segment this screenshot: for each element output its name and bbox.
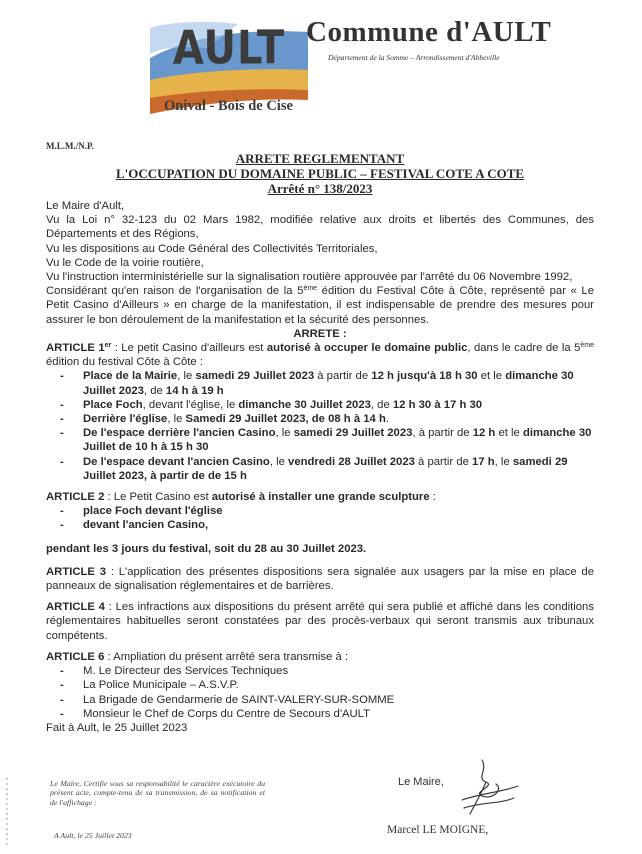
logo-subtitle: Onival - Bois de Cise: [164, 98, 293, 114]
list-item: - La Police Municipale – A.S.V.P.: [60, 678, 594, 692]
title-line-1: ARRETE REGLEMENTANT: [235, 151, 405, 166]
article-6-list: [46, 664, 594, 721]
certification-date: A Ault, le 25 Juillet 2023: [54, 831, 132, 840]
article-4-label: ARTICLE 4: [46, 601, 105, 614]
article-1: ARTICLE 1er : Le petit Casino d'ailleurs est autorisé à occuper le domaine public, dans le cadre de la 5ème édition du festival Côte à Côte :: [46, 342, 594, 369]
intro-line: Vu le Code de la voirie routière,: [46, 256, 204, 269]
arrete-label: ARRETE :: [293, 327, 347, 340]
title-line-2: L'OCCUPATION DU DOMAINE PUBLIC – FESTIVAL COTE A COTE: [115, 166, 525, 181]
certification-text: Le Maire, Certifie sous sa responsabilité le caractère exécutoire du présent acte, compte-tenu de sa transmission, de sa notification et de l'affichage :: [50, 779, 265, 807]
list-item: - De l'espace derrière l'ancien Casino, le samedi 29 Juillet 2023, à partir de 12 h et le dimanche 30 Juillet de 10 h à 15 h 30: [60, 426, 594, 454]
article-3-label: ARTICLE 3: [46, 565, 107, 578]
reference-code: M.L.M./N.P.: [46, 141, 94, 151]
article-6-label: ARTICLE 6: [46, 650, 105, 663]
article-2-period: pendant les 3 jours du festival, soit du 28 au 30 Juillet 2023.: [46, 542, 367, 555]
decree-titles: [100, 151, 540, 196]
article-2-label: ARTICLE 2: [46, 491, 105, 504]
article-1-list: [46, 369, 594, 483]
article-4: ARTICLE 4 : Les infractions aux dispositions du présent arrêté qui sera publié et affiché dans les conditions réglementaires habituelles seront constatées par des procès-verbaux qui seront transmis aux tribunaux compétents.: [46, 601, 594, 642]
list-item: - De l'espace devant l'ancien Casino, le vendredi 28 Juillet 2023 à partir de 17 h, le samedi 29 Juillet 2023, à partir de de 15 h: [60, 455, 594, 483]
commune-subtitle: Département de la Somme – Arrondissement d'Abbeville: [328, 53, 500, 62]
ault-logo: [148, 18, 310, 126]
list-item: - Derrière l'église, le Samedi 29 Juillet 2023, de 08 h à 14 h.: [60, 412, 594, 426]
list-item: - La Brigade de Gendarmerie de SAINT-VALERY-SUR-SOMME: [60, 693, 594, 707]
commune-title: Commune d'AULT: [306, 16, 552, 48]
considerant-paragraph: Considérant qu'en raison de l'organisation de la 5ème édition du Festival Côte à Côte, représenté par « Le Petit Casino d'Ailleurs » en charge de la manifestation, il est indispensable de prendre des mesures pour assurer le bon déroulement de la manifestation et la sécurité des personnes.: [46, 285, 594, 326]
handwritten-signature-icon: [452, 756, 522, 818]
logo-word: AULT: [172, 22, 286, 75]
intro-line: Le Maire d'Ault,: [46, 200, 125, 212]
article-1-label: ARTICLE 1: [46, 342, 105, 355]
title-line-3: Arrêté n° 138/2023: [267, 181, 373, 196]
mayor-name: Marcel LE MOIGNE,: [387, 824, 489, 836]
article-3: ARTICLE 3 : L'application des présentes dispositions sera signalée aux usagers par la mise en place de panneaux de signalisation réglementaires et de barrières.: [46, 565, 594, 593]
list-item: - Place de la Mairie, le samedi 29 Juillet 2023 à partir de 12 h jusqu'à 18 h 30 et le dimanche 30 Juillet 2023, de 14 h à 19 h: [60, 369, 594, 397]
intro-line: Vu l'instruction interministérielle sur la signalisation routière approuvée par l'arrêté du 06 Novembre 1992,: [46, 271, 573, 284]
article-2-list: [46, 504, 594, 532]
list-item: - M. Le Directeur des Services Techniques: [60, 664, 594, 678]
decree-body: [46, 199, 594, 735]
intro-line: Vu la Loi n° 32-123 du 02 Mars 1982, modifiée relative aux droits et libertés des Communes, des Départements et des Régions,: [46, 214, 594, 241]
mayor-label: Le Maire,: [398, 776, 444, 788]
list-item: - place Foch devant l'église: [60, 504, 594, 518]
article-2: ARTICLE 2 : Le Petit Casino est autorisé à installer une grande sculpture :: [46, 491, 436, 504]
article-6: ARTICLE 6 : Ampliation du présent arrêté sera transmise à :: [46, 650, 349, 663]
margin-stamp-icon: [3, 778, 11, 848]
list-item: - devant l'ancien Casino,: [60, 518, 594, 532]
list-item: - Monsieur le Chef de Corps du Centre de Secours d'AULT: [60, 707, 594, 721]
fait-a-ault: Fait à Ault, le 25 Juillet 2023: [46, 721, 188, 734]
intro-line: Vu les dispositions au Code Général des Collectivités Territoriales,: [46, 242, 378, 255]
list-item: - Place Foch, devant l'église, le dimanche 30 Juillet 2023, de 12 h 30 à 17 h 30: [60, 398, 594, 412]
